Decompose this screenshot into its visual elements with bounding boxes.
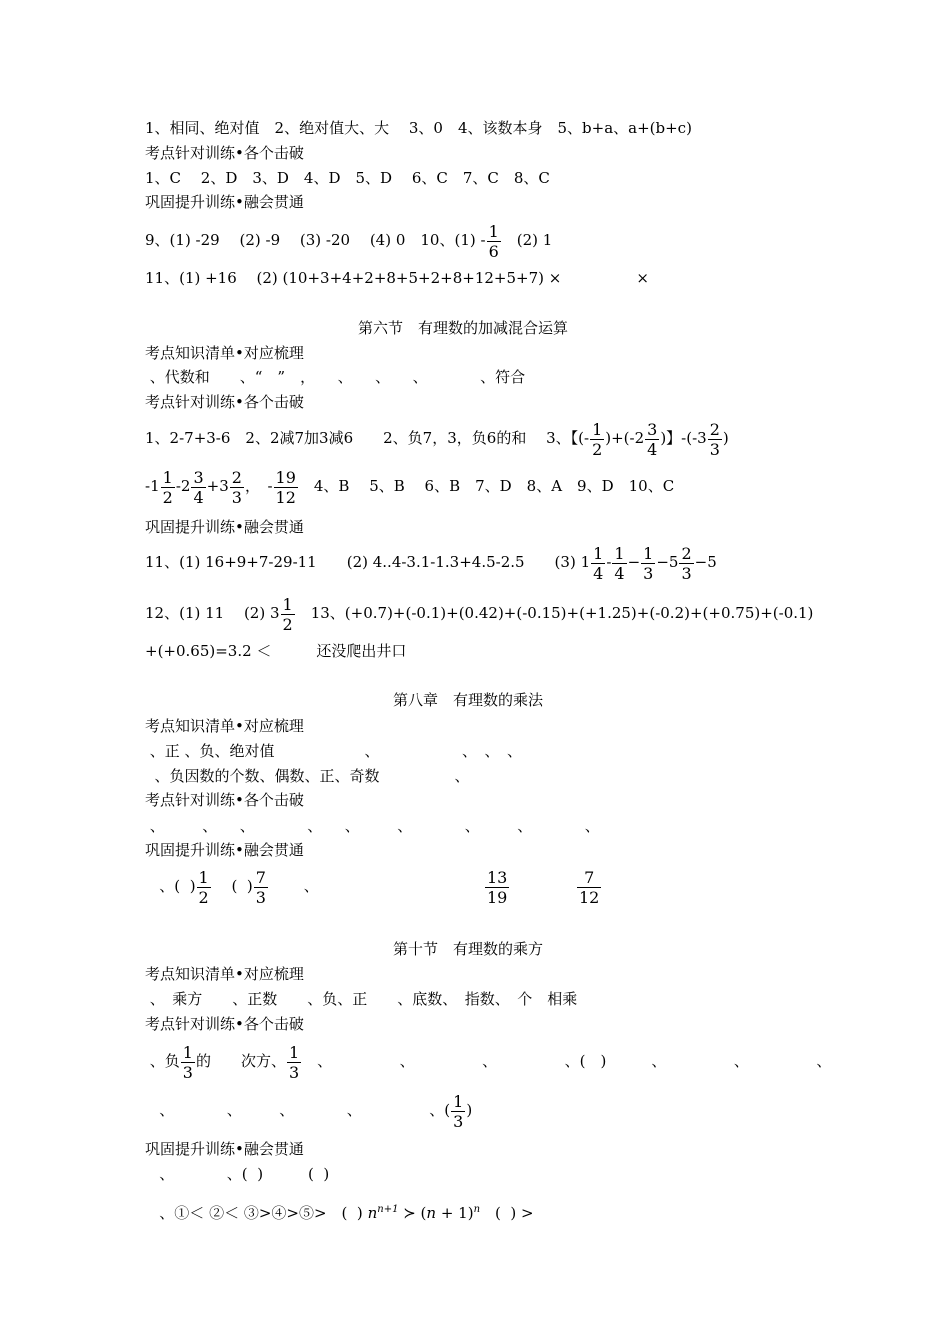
answer-line	[145, 466, 674, 507]
answer-text: -	[606, 553, 612, 571]
answer-line	[145, 593, 813, 634]
answer-text: 、 、 、 、( ) 、 、 、	[302, 1052, 832, 1070]
answer-text: 13、(+0.7)+(-0.1)+(0.42)+(-0.15)+(+1.25)+(-0.2)+(+0.75)+(-0.1)	[295, 604, 814, 622]
math-text: ≻ (	[398, 1204, 427, 1222]
answer-text: (2) 1	[501, 231, 553, 249]
answer-text: ( ) >	[480, 1204, 534, 1222]
fraction: $\frac{7}{3}$	[255, 867, 266, 907]
answer-text: 、( )	[145, 877, 196, 895]
answer-line: 1、相同、绝对值 2、绝对值大、大 3、0 4、该数本身 5、b+a、a+(b+c)	[145, 119, 692, 137]
answer-line: 11、(1) +16 (2) (10+3+4+2+8+5+2+8+12+5+7) × ×	[145, 269, 649, 287]
answer-line: 、正 、负、绝对值 、 、 、 、	[145, 742, 523, 760]
section-subheading: 巩固提升训练•融会贯通	[145, 518, 304, 536]
answer-line: 、 乘方 、正数 、负、正 、底数、 指数、 个 相乘	[145, 990, 578, 1008]
math-text: + 1)	[436, 1204, 474, 1222]
fraction: $\frac{1}{4}$	[593, 543, 604, 583]
fraction: $\frac{1}{3}$	[453, 1091, 464, 1131]
math-text: n	[426, 1204, 437, 1222]
answer-text: 11、(1) 16+9+7-29-11 (2) 4..4-3.1-1.3+4.5-2.5 (3) 1	[145, 553, 591, 571]
section-subheading: 考点针对训练•各个击破	[145, 1015, 304, 1033]
fraction-answer	[576, 866, 602, 907]
answer-text: -2	[175, 477, 191, 495]
answer-text: 12、(1) 11 (2) 3	[145, 604, 280, 622]
section-title: 第八章 有理数的乘法	[393, 691, 544, 709]
fraction: $\frac{1}{4}$	[614, 543, 625, 583]
answer-line	[145, 418, 729, 459]
answer-text: −5	[694, 553, 717, 571]
section-subheading: 考点知识清单•对应梳理	[145, 965, 304, 983]
answer-text: 、①＜ ②＜ ③>④>⑤> ( )	[145, 1204, 363, 1222]
answer-text: )	[466, 1101, 473, 1119]
answer-text: )	[722, 429, 729, 447]
fraction: $\frac{3}{4}$	[647, 419, 658, 459]
fraction: $\frac{2}{3}$	[681, 543, 692, 583]
answer-line: 、 、( ) ( )	[145, 1165, 330, 1183]
fraction: $\frac{1}{3}$	[182, 1042, 193, 1082]
math-exponent: n+1	[377, 1204, 399, 1215]
section-subheading: 考点知识清单•对应梳理	[145, 344, 304, 362]
section-title: 第十节 有理数的乘方	[393, 940, 544, 958]
section-subheading: 考点针对训练•各个击破	[145, 144, 304, 162]
answer-line: 1、C 2、D 3、D 4、D 5、D 6、C 7、C 8、C	[145, 169, 550, 187]
section-subheading: 巩固提升训练•融会贯通	[145, 841, 304, 859]
answer-text: 的 次方、	[195, 1052, 286, 1070]
answer-line	[145, 866, 319, 907]
answer-text: 、 、 、 、 、(	[145, 1101, 451, 1119]
fraction: $\frac{1}{6}$	[488, 221, 499, 261]
fraction: $\frac{2}{3}$	[709, 419, 720, 459]
section-subheading: 考点针对训练•各个击破	[145, 393, 304, 411]
answer-text: 1、2-7+3-6 2、2减7加3减6 2、负7，3，负6的和 3、【(-	[145, 429, 590, 447]
answer-text: 、负	[145, 1052, 180, 1070]
fraction: $\frac{19}{12}$	[275, 467, 296, 507]
answer-line	[145, 1090, 472, 1131]
answer-line	[145, 542, 717, 583]
answer-line	[145, 1041, 831, 1082]
fraction: $\frac{1}{2}$	[198, 867, 209, 907]
fraction: $\frac{1}{3}$	[643, 543, 654, 583]
answer-text: −	[627, 553, 641, 571]
section-subheading: 考点知识清单•对应梳理	[145, 717, 304, 735]
answer-line	[145, 220, 552, 261]
answer-text: )】-(-3	[660, 429, 707, 447]
answer-text: ， -	[244, 477, 273, 495]
fraction: $\frac{1}{2}$	[592, 419, 603, 459]
section-subheading: 巩固提升训练•融会贯通	[145, 1140, 304, 1158]
fraction: $\frac{1}{2}$	[162, 467, 173, 507]
answer-text: +3	[206, 477, 229, 495]
math-exponent: n	[473, 1204, 481, 1215]
fraction-answer	[484, 866, 510, 907]
section-subheading: 考点针对训练•各个击破	[145, 791, 304, 809]
answer-text: -1	[145, 477, 160, 495]
section-subheading: 巩固提升训练•融会贯通	[145, 193, 304, 211]
section-title: 第六节 有理数的加减混合运算	[358, 319, 569, 337]
answer-text: 、	[268, 877, 319, 895]
answer-line: 、 、 、 、 、 、 、 、 、	[145, 817, 600, 835]
answer-text: 9、(1) -29 (2) -9 (3) -20 (4) 0 10、(1) -	[145, 231, 486, 249]
fraction: $\frac{1}{2}$	[282, 594, 293, 634]
answer-line: +(+0.65)=3.2 ＜ 还没爬出井口	[145, 642, 407, 660]
fraction: $\frac{1}{3}$	[288, 1042, 300, 1082]
answer-text: ( )	[211, 877, 253, 895]
answer-line	[145, 1200, 534, 1223]
fraction: $\frac{2}{3}$	[231, 467, 242, 507]
answer-line: 、代数和 、“ ” ， 、 、 、 、符合	[145, 368, 526, 386]
answer-line: 、负因数的个数、偶数、正、奇数 、	[145, 767, 470, 785]
math-text: n	[367, 1204, 378, 1222]
answer-text: −5	[656, 553, 679, 571]
answer-text: )+(-2	[605, 429, 645, 447]
fraction: $\frac{7}{12}$	[579, 867, 600, 907]
fraction: $\frac{3}{4}$	[193, 467, 204, 507]
fraction: $\frac{13}{19}$	[487, 867, 508, 907]
answer-text: 4、B 5、B 6、B 7、D 8、A 9、D 10、C	[298, 477, 675, 495]
